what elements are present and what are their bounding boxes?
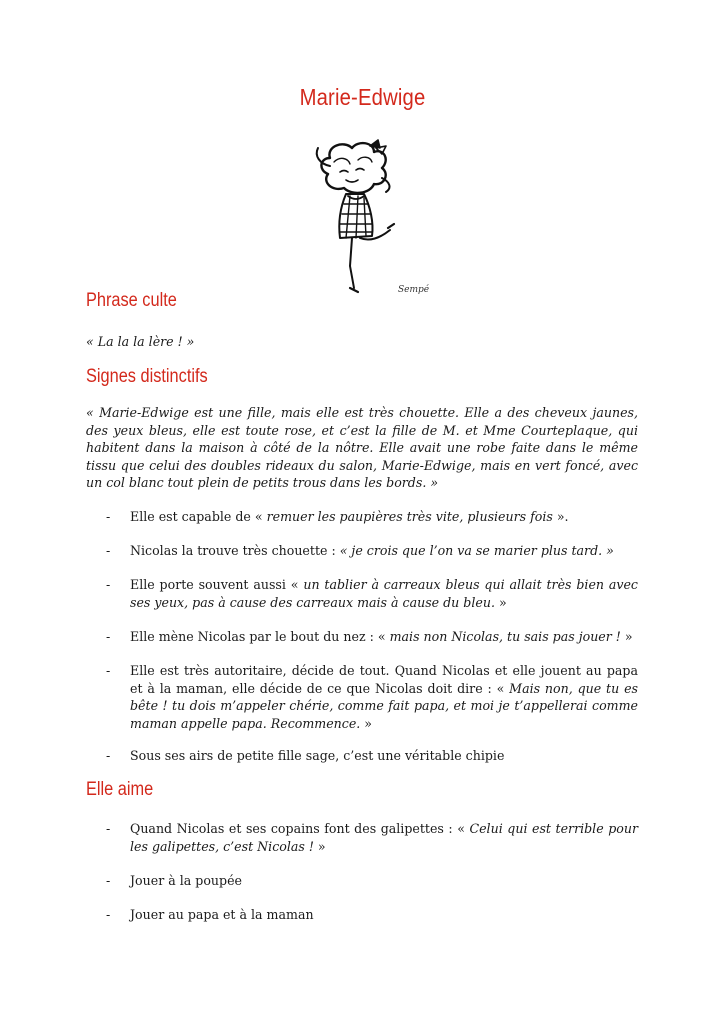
description-paragraph: « Marie-Edwige est une fille, mais elle est très chouette. Elle a des cheveux jaunes, des yeux bleus, elle est toute rose, et c’est la fille de M. et Mme Courteplaque, qui habitent dans la maison à côté de la nôtre. Elle avait une robe faite dans le même tissu que celui des doubles rideaux du salon, Marie-Edwige, mais en vert foncé, avec un col blanc tout plein de petits trous dans les bords. » <box>86 405 638 490</box>
list-item: - Elle est très autoritaire, décide de tout. Quand Nicolas et elle jouent au papa et à la maman, elle décide de ce que Nicolas doit dire : « Mais non, que tu es bête ! tu dois m’appeler chérie, comme fait papa, et moi je t’appellerai comme maman appelle papa. Recommence. » <box>106 663 638 731</box>
list-dash: - <box>106 577 111 592</box>
page-title: Marie-Edwige <box>299 84 426 110</box>
list-item: - Jouer à la poupée <box>106 873 242 888</box>
list-dash: - <box>106 821 111 836</box>
list-item: - Sous ses airs de petite fille sage, c’est une véritable chipie <box>106 748 505 763</box>
list-item: - Elle porte souvent aussi « un tablier à carreaux bleus qui allait très bien avec ses yeux, pas à cause des carreaux mais à cause du bleu. » <box>106 577 638 610</box>
list-item: - Nicolas la trouve très chouette : « je crois que l’on va se marier plus tard. » <box>106 543 614 558</box>
list-dash: - <box>106 907 111 922</box>
list-dash: - <box>106 509 111 524</box>
list-dash: - <box>106 543 111 558</box>
list-dash: - <box>106 663 111 678</box>
list-dash: - <box>106 748 111 763</box>
artist-signature: Sempé <box>398 285 430 295</box>
cult-phrase-quote: « La la la lère ! » <box>86 334 195 349</box>
section-heading-signes-distinctifs: Signes distinctifs <box>86 366 208 387</box>
list-item: - Elle est capable de « remuer les paupières très vite, plusieurs fois ». <box>106 509 569 524</box>
list-item: - Quand Nicolas et ses copains font des galipettes : « Celui qui est terrible pour les galipettes, c’est Nicolas ! » <box>106 821 638 854</box>
section-heading-elle-aime: Elle aime <box>86 779 154 800</box>
list-dash: - <box>106 629 111 644</box>
list-item: - Jouer au papa et à la maman <box>106 907 314 922</box>
list-dash: - <box>106 873 111 888</box>
marie-edwige-drawing <box>300 138 440 298</box>
section-heading-phrase-culte: Phrase culte <box>86 290 177 311</box>
list-item: - Elle mène Nicolas par le bout du nez : « mais non Nicolas, tu sais pas jouer ! » <box>106 629 633 644</box>
